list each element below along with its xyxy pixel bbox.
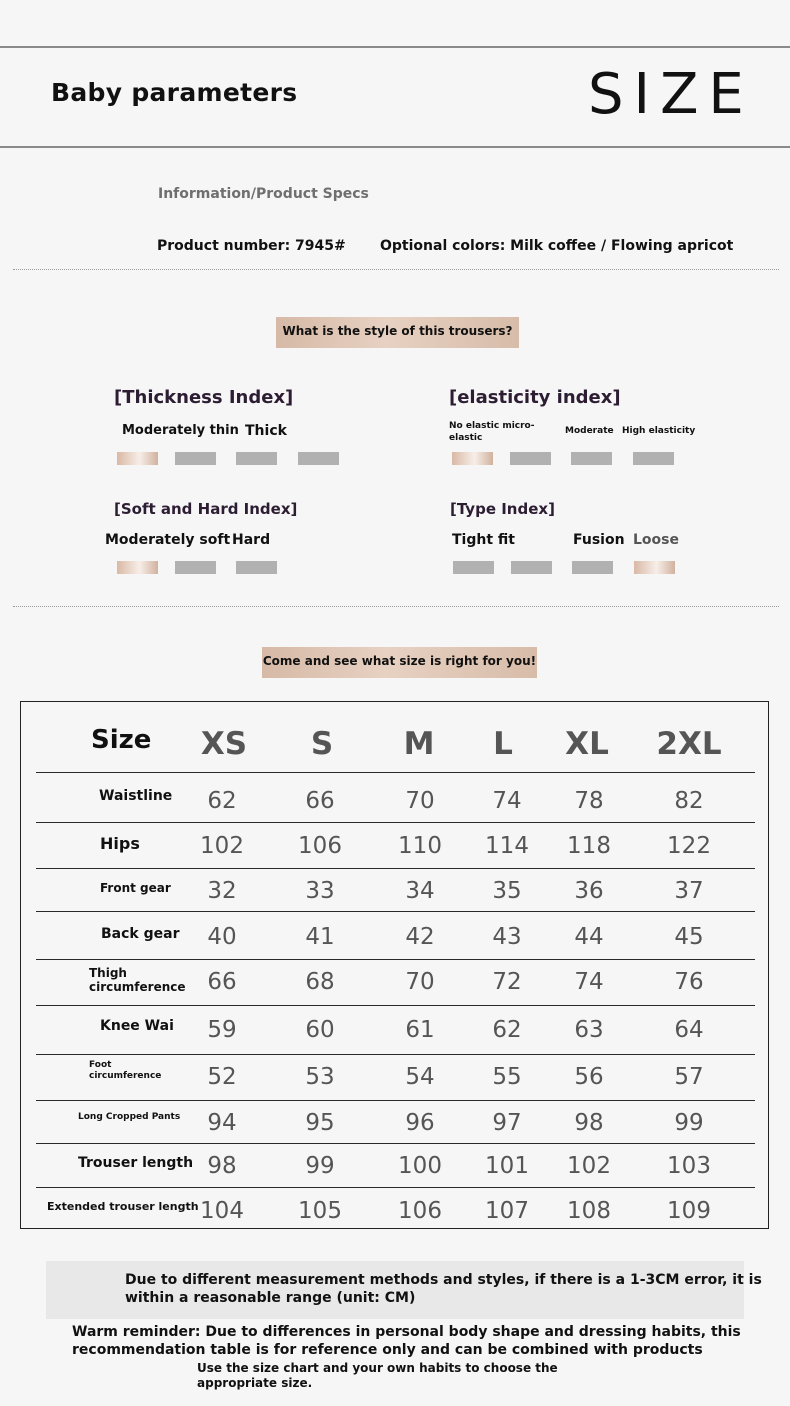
table-row-label: Long Cropped Pants <box>78 1112 181 1122</box>
size-header-l: L <box>493 726 513 762</box>
table-cell: 32 <box>207 878 237 904</box>
table-cell: 99 <box>305 1153 335 1179</box>
type-label-tight: Tight fit <box>452 532 515 548</box>
reminder-line-4: appropriate size. <box>197 1376 313 1390</box>
table-cell: 95 <box>305 1110 335 1136</box>
table-cell: 41 <box>305 924 335 950</box>
thickness-bar-2 <box>175 452 216 465</box>
table-cell: 37 <box>674 878 704 904</box>
elasticity-label-none: No elastic micro-elastic <box>449 421 535 443</box>
table-cell: 53 <box>305 1064 335 1090</box>
table-cell: 100 <box>398 1153 442 1179</box>
table-cell: 54 <box>405 1064 435 1090</box>
table-cell: 102 <box>200 833 244 859</box>
type-bar-2 <box>511 561 552 574</box>
size-header-2xl: 2XL <box>656 726 722 762</box>
top-divider <box>0 46 790 48</box>
table-cell: 34 <box>405 878 435 904</box>
soft-hard-bar-1 <box>117 561 158 574</box>
soft-hard-bar-2 <box>175 561 216 574</box>
table-cell: 110 <box>398 833 442 859</box>
dotted-divider-1 <box>13 269 779 270</box>
table-row-label: Knee Wai <box>100 1018 174 1034</box>
reminder-line-3: Use the size chart and your own habits to choose the <box>197 1361 558 1375</box>
page-title: Baby parameters <box>51 78 298 107</box>
soft-hard-index-title: [Soft and Hard Index] <box>114 500 298 518</box>
table-row-divider <box>36 1143 755 1144</box>
product-number: Product number: 7945# <box>157 238 346 254</box>
table-cell: 52 <box>207 1064 237 1090</box>
reminder-line-1: Warm reminder: Due to differences in personal body shape and dressing habits, this <box>72 1324 741 1340</box>
table-cell: 114 <box>485 833 529 859</box>
type-bar-1 <box>453 561 494 574</box>
table-cell: 122 <box>667 833 711 859</box>
table-cell: 60 <box>305 1017 335 1043</box>
table-cell: 104 <box>200 1198 244 1224</box>
table-row-divider <box>36 868 755 869</box>
info-heading: Information/Product Specs <box>158 186 369 202</box>
type-label-fusion: Fusion <box>573 532 625 548</box>
size-header-xs: XS <box>200 726 248 762</box>
table-cell: 105 <box>298 1198 342 1224</box>
table-cell: 55 <box>492 1064 522 1090</box>
table-cell: 109 <box>667 1198 711 1224</box>
table-cell: 35 <box>492 878 522 904</box>
size-table <box>20 701 769 1229</box>
table-cell: 98 <box>574 1110 604 1136</box>
header-divider <box>0 146 790 148</box>
soft-hard-bar-3 <box>236 561 277 574</box>
error-note-line-1: Due to different measurement methods and styles, if there is a 1-3CM error, it is <box>125 1272 762 1288</box>
error-note-line-2: within a reasonable range (unit: CM) <box>125 1290 416 1306</box>
size-banner: Come and see what size is right for you! <box>262 647 537 678</box>
size-header-s: S <box>310 726 334 762</box>
elasticity-index-title: [elasticity index] <box>449 387 621 408</box>
thickness-index-title: [Thickness Index] <box>114 387 294 408</box>
table-cell: 107 <box>485 1198 529 1224</box>
table-row-label: Back gear <box>101 926 180 942</box>
table-cell: 57 <box>674 1064 704 1090</box>
table-cell: 108 <box>567 1198 611 1224</box>
type-label-loose: Loose <box>633 532 679 548</box>
table-cell: 74 <box>574 969 604 995</box>
table-cell: 97 <box>492 1110 522 1136</box>
elasticity-bar-4 <box>633 452 674 465</box>
table-cell: 99 <box>674 1110 704 1136</box>
table-row-label: Foot circumference <box>89 1060 162 1081</box>
table-cell: 62 <box>492 1017 522 1043</box>
table-row-divider <box>36 1100 755 1101</box>
table-cell: 96 <box>405 1110 435 1136</box>
table-row-label: Thigh circumference <box>89 966 186 995</box>
soft-hard-label-hard: Hard <box>232 532 271 548</box>
type-bar-3 <box>572 561 613 574</box>
table-cell: 70 <box>405 969 435 995</box>
thickness-label-thin: Moderately thin <box>122 423 239 438</box>
table-row-label: Trouser length <box>78 1155 194 1171</box>
table-row-label: Front gear <box>100 881 171 895</box>
elasticity-label-moderate: Moderate <box>565 426 614 436</box>
size-header-xl: XL <box>565 726 609 762</box>
table-cell: 33 <box>305 878 335 904</box>
table-cell: 66 <box>207 969 237 995</box>
style-banner: What is the style of this trousers? <box>276 317 519 348</box>
size-header-m: M <box>403 726 435 762</box>
table-cell: 45 <box>674 924 704 950</box>
table-cell: 36 <box>574 878 604 904</box>
elasticity-label-high: High elasticity <box>622 426 696 436</box>
optional-colors: Optional colors: Milk coffee / Flowing apricot <box>380 238 734 254</box>
table-row-divider <box>36 772 755 773</box>
table-cell: 103 <box>667 1153 711 1179</box>
table-cell: 106 <box>298 833 342 859</box>
table-cell: 68 <box>305 969 335 995</box>
table-cell: 44 <box>574 924 604 950</box>
table-cell: 74 <box>492 788 522 814</box>
table-row-divider <box>36 822 755 823</box>
table-cell: 70 <box>405 788 435 814</box>
table-row-label: Hips <box>100 834 140 853</box>
table-cell: 106 <box>398 1198 442 1224</box>
elasticity-bar-2 <box>510 452 551 465</box>
table-cell: 66 <box>305 788 335 814</box>
type-index-title: [Type Index] <box>450 500 555 518</box>
table-row-divider <box>36 911 755 912</box>
dotted-divider-2 <box>13 606 779 607</box>
table-cell: 78 <box>574 788 604 814</box>
table-cell: 61 <box>405 1017 435 1043</box>
table-cell: 72 <box>492 969 522 995</box>
table-cell: 40 <box>207 924 237 950</box>
table-cell: 43 <box>492 924 522 950</box>
table-cell: 101 <box>485 1153 529 1179</box>
table-cell: 98 <box>207 1153 237 1179</box>
table-cell: 64 <box>674 1017 704 1043</box>
soft-hard-label-soft: Moderately soft <box>105 532 231 548</box>
table-row-divider <box>36 959 755 960</box>
table-cell: 82 <box>674 788 704 814</box>
table-cell: 62 <box>207 788 237 814</box>
table-cell: 118 <box>567 833 611 859</box>
table-row-label: Waistline <box>99 788 173 804</box>
table-cell: 76 <box>674 969 704 995</box>
table-cell: 63 <box>574 1017 604 1043</box>
table-cell: 102 <box>567 1153 611 1179</box>
table-row-divider <box>36 1187 755 1188</box>
thickness-bar-1 <box>117 452 158 465</box>
type-bar-4 <box>634 561 675 574</box>
table-cell: 59 <box>207 1017 237 1043</box>
table-cell: 42 <box>405 924 435 950</box>
table-row-divider <box>36 1054 755 1055</box>
reminder-line-2: recommendation table is for reference only and can be combined with products <box>72 1342 703 1358</box>
elasticity-bar-1 <box>452 452 493 465</box>
thickness-bar-4 <box>298 452 339 465</box>
table-row-divider <box>36 1005 755 1006</box>
table-row-label: Extended trouser length <box>47 1200 199 1213</box>
thickness-label-thick: Thick <box>245 423 287 439</box>
size-heading: SIZE <box>588 62 754 127</box>
thickness-bar-3 <box>236 452 277 465</box>
size-column-label: Size <box>91 725 152 755</box>
elasticity-bar-3 <box>571 452 612 465</box>
table-cell: 56 <box>574 1064 604 1090</box>
table-cell: 94 <box>207 1110 237 1136</box>
